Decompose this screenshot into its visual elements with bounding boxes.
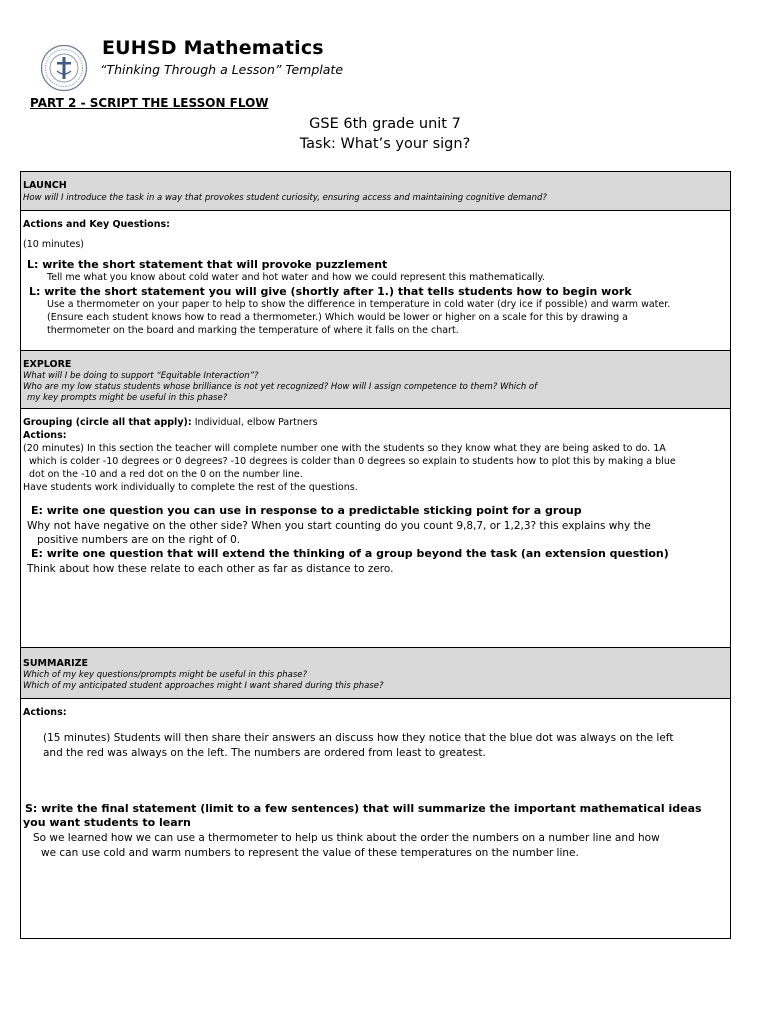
grouping-value: Individual, elbow Partners	[194, 417, 318, 428]
explore-e1-question: E: write one question you can use in response to a predictable sticking point for a group	[31, 504, 582, 517]
summarize-section-header	[21, 648, 730, 699]
explore-grouping	[23, 416, 318, 429]
summarize-s-question-line: you want students to learn	[23, 816, 191, 829]
explore-actions-label: Actions:	[23, 430, 67, 441]
launch-l2-answer-line: thermometer on the board and marking the temperature of where it falls on the chart.	[47, 325, 459, 336]
explore-e1-answer-line: positive numbers are on the right of 0.	[37, 534, 241, 546]
summarize-s-answer-line: we can use cold and warm numbers to represent the value of these temperatures on the number line.	[41, 847, 579, 859]
launch-section-header	[21, 172, 730, 211]
doc-title-task: Task: What’s your sign?	[299, 136, 471, 152]
explore-title: EXPLORE	[23, 359, 72, 370]
lesson-flow-table	[20, 171, 731, 939]
explore-actions-cell	[21, 409, 730, 648]
org-title: EUHSD Mathematics	[102, 37, 324, 59]
district-seal-icon	[40, 44, 88, 92]
explore-section-header	[21, 351, 730, 409]
explore-e2-answer: Think about how these relate to each other as far as distance to zero.	[27, 563, 394, 575]
grouping-label: Grouping (circle all that apply):	[23, 417, 192, 428]
summarize-prompt-line: Which of my key questions/prompts might be useful in this phase?	[23, 670, 308, 680]
summarize-s-question-line: S: write the final statement (limit to a few sentences) that will summarize the important mathematical ideas	[25, 802, 702, 815]
summarize-actions-line: and the red was always on the left. The numbers are ordered from least to greatest.	[43, 747, 486, 759]
summarize-actions-label: Actions:	[23, 707, 67, 718]
doc-title-grade: GSE 6th grade unit 7	[309, 116, 461, 132]
summarize-actions-cell	[21, 699, 730, 938]
launch-l2-answer-line: (Ensure each student knows how to read a thermometer.) Which would be lower or higher on a scale for this by drawing a	[47, 312, 628, 323]
explore-actions-line: (20 minutes) In this section the teacher will complete number one with the students so they know what they are being asked to do. 1A	[23, 443, 666, 454]
launch-l1-answer: Tell me what you know about cold water and hot water and how we could represent this mathematically.	[47, 272, 545, 283]
summarize-s-answer-line: So we learned how we can use a thermometer to help us think about the order the numbers on a number line and how	[33, 832, 660, 844]
part-heading: PART 2 - SCRIPT THE LESSON FLOW	[30, 96, 269, 110]
explore-actions-line: Have students work individually to complete the rest of the questions.	[23, 482, 358, 493]
explore-actions-line: dot on the -10 and a red dot on the 0 on the number line.	[29, 469, 303, 480]
explore-prompt-line: What will I be doing to support “Equitable Interaction”?	[23, 371, 259, 381]
summarize-actions-line: (15 minutes) Students will then share their answers an discuss how they notice that the blue dot was always on the left	[43, 732, 674, 744]
explore-prompt-line: my key prompts might be useful in this phase?	[27, 393, 228, 403]
launch-l2-answer-line: Use a thermometer on your paper to help to show the difference in temperature in cold water (dry ice if possible) and warm water.	[47, 299, 671, 310]
doc-title	[230, 114, 540, 154]
summarize-prompt-line: Which of my anticipated student approaches might I want shared during this phase?	[23, 681, 384, 691]
launch-actions-cell	[21, 211, 730, 351]
launch-l2-question: L: write the short statement you will give (shortly after 1.) that tells students how to begin work	[29, 285, 632, 298]
template-title: “Thinking Through a Lesson” Template	[100, 62, 344, 77]
explore-e2-question: E: write one question that will extend the thinking of a group beyond the task (an extension question)	[31, 547, 669, 560]
launch-actions-heading: Actions and Key Questions:	[23, 219, 170, 230]
launch-prompt: How will I introduce the task in a way that provokes student curiosity, ensuring access and maintaining cognitive demand?	[23, 193, 547, 203]
explore-prompt-line: Who are my low status students whose brilliance is not yet recognized? How will I assign competence to them? Which of	[23, 382, 538, 392]
summarize-title: SUMMARIZE	[23, 658, 89, 669]
launch-title: LAUNCH	[23, 180, 67, 191]
launch-time: (10 minutes)	[23, 239, 84, 250]
explore-e1-answer-line: Why not have negative on the other side? When you start counting do you count 9,8,7, or 1,2,3? this explains why the	[27, 520, 651, 532]
explore-actions-line: which is colder -10 degrees or 0 degrees? -10 degrees is colder than 0 degrees so explain to students how to plot this by making a blue	[29, 456, 676, 467]
launch-l1-question: L: write the short statement that will provoke puzzlement	[27, 258, 388, 271]
